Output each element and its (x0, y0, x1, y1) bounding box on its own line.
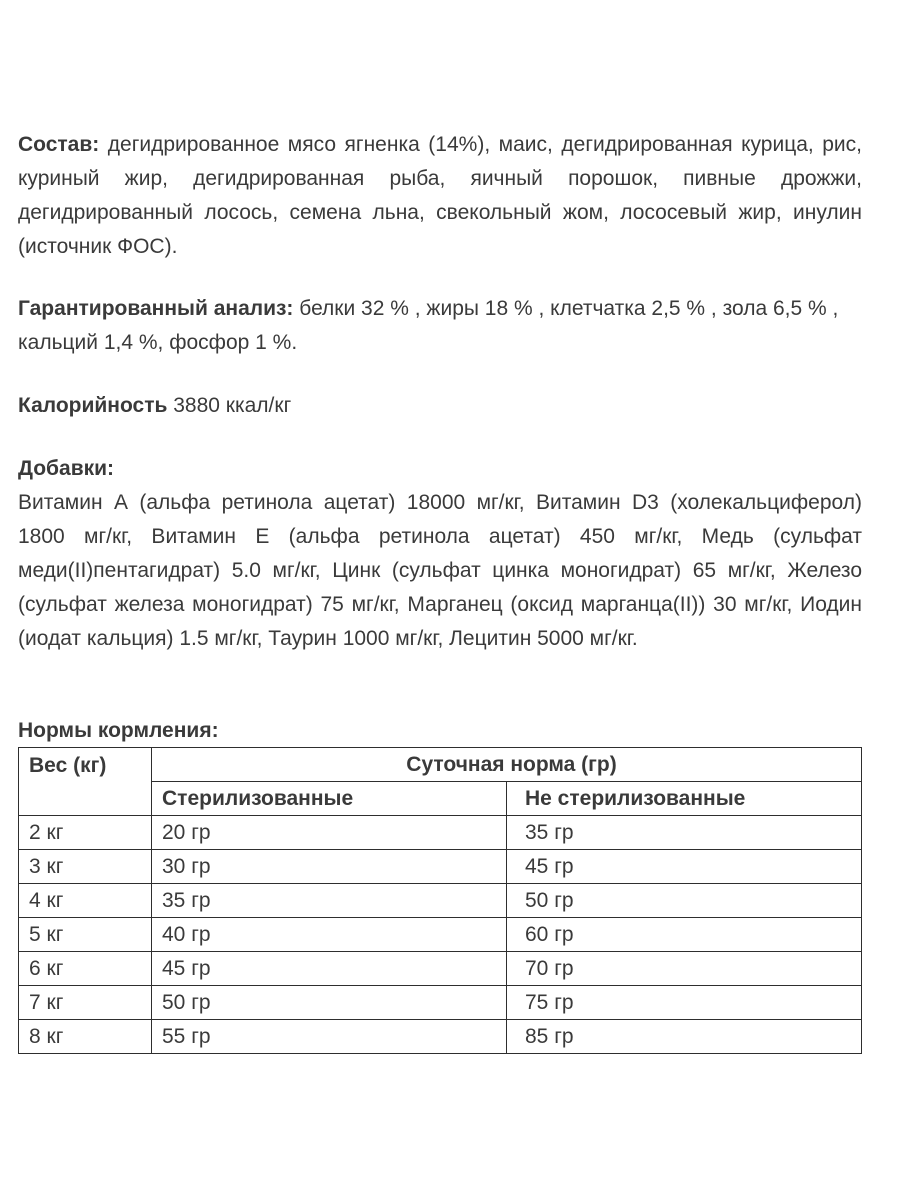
not-sterilized-cell: 35 гр (507, 816, 862, 850)
weight-cell: 5 кг (19, 918, 152, 952)
sterilized-cell: 45 гр (152, 952, 507, 986)
header-weight: Вес (кг) (19, 748, 152, 816)
not-sterilized-cell: 50 гр (507, 884, 862, 918)
sterilized-cell: 35 гр (152, 884, 507, 918)
weight-cell: 6 кг (19, 952, 152, 986)
analysis-paragraph (18, 292, 862, 360)
additives-label: Добавки: (18, 457, 115, 480)
composition-label: Состав: (18, 133, 100, 156)
additives-paragraph (18, 452, 862, 656)
header-sterilized: Стерилизованные (152, 782, 507, 816)
table-row (19, 816, 862, 850)
weight-cell: 3 кг (19, 850, 152, 884)
feeding-table-body (19, 816, 862, 1054)
feeding-title: Нормы кормления: (18, 719, 219, 742)
table-row (19, 884, 862, 918)
header-not-sterilized: Не стерилизованные (507, 782, 862, 816)
table-row (19, 986, 862, 1020)
feeding-table (18, 747, 862, 1054)
not-sterilized-cell: 45 гр (507, 850, 862, 884)
table-row (19, 918, 862, 952)
weight-cell: 4 кг (19, 884, 152, 918)
sterilized-cell: 40 гр (152, 918, 507, 952)
not-sterilized-cell: 85 гр (507, 1020, 862, 1054)
sterilized-cell: 55 гр (152, 1020, 507, 1054)
feeding-table-header-row (19, 748, 862, 782)
not-sterilized-cell: 75 гр (507, 986, 862, 1020)
calories-label: Калорийность (18, 394, 168, 417)
calories-text: 3880 ккал/кг (167, 394, 292, 417)
table-row (19, 952, 862, 986)
weight-cell: 7 кг (19, 986, 152, 1020)
not-sterilized-cell: 60 гр (507, 918, 862, 952)
weight-cell: 2 кг (19, 816, 152, 850)
sterilized-cell: 20 гр (152, 816, 507, 850)
analysis-label: Гарантированный анализ: (18, 297, 294, 320)
calories-paragraph (18, 389, 862, 423)
sterilized-cell: 50 гр (152, 986, 507, 1020)
composition-paragraph (18, 128, 862, 264)
analysis-text: белки 32 % , жиры 18 % , клетчатка 2,5 % , зола 6,5 % , кальций 1,4 %, фосфор 1 %. (18, 297, 839, 354)
additives-text: Витамин А (альфа ретинола ацетат) 18000 мг/кг, Витамин D3 (холекальциферол) 1800 мг/кг, Витамин Е (альфа ретинола ацетат) 450 мг/кг, Медь (сульфат меди(II)пентагидрат) 5.0 мг/кг, Цинк (сульфат цинка моногидрат) 65 мг/кг, Железо (сульфат железа моногидрат) 75 мг/кг, Марганец (оксид марганца(II)) 30 мг/кг, Иодин (иодат кальция) 1.5 мг/кг, Таурин 1000 мг/кг, Лецитин 5000 мг/кг. (18, 491, 862, 650)
header-daily-norm: Суточная норма (гр) (152, 748, 862, 782)
composition-text: дегидрированное мясо ягненка (14%), маис, дегидрированная курица, рис, куриный жир, дегидрированная рыба, яичный порошок, пивные дрожжи, дегидрированный лосось, семена льна, свекольный жом, лососевый жир, инулин (источник ФОС). (18, 133, 862, 258)
not-sterilized-cell: 70 гр (507, 952, 862, 986)
table-row (19, 1020, 862, 1054)
table-row (19, 850, 862, 884)
sterilized-cell: 30 гр (152, 850, 507, 884)
weight-cell: 8 кг (19, 1020, 152, 1054)
